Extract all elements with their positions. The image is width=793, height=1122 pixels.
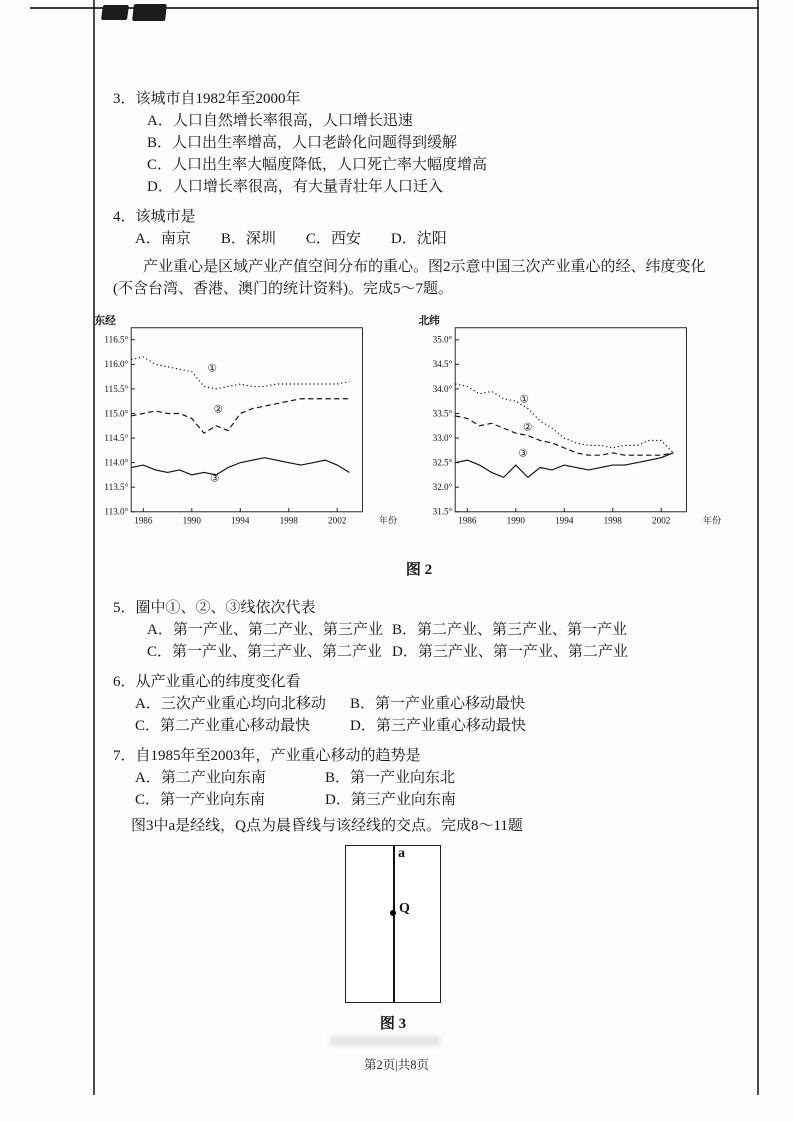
svg-text:114.5°: 114.5° xyxy=(104,432,129,443)
scan-artifact-blob xyxy=(101,5,129,20)
svg-text:34.5°: 34.5° xyxy=(432,359,453,370)
scan-artifact-left-line xyxy=(93,0,95,1095)
svg-text:31.5°: 31.5° xyxy=(432,506,453,517)
question-6-option-a: A．三次产业重心均向北移动 xyxy=(135,696,326,712)
question-7-option-d: D．第三产业向东南 xyxy=(325,792,456,808)
meridian-line xyxy=(393,846,395,1002)
question-7-option-c: C．第一产业向东南 xyxy=(135,792,266,808)
figure-3-frame xyxy=(345,845,441,1003)
exam-content xyxy=(94,88,725,1035)
svg-text:年份: 年份 xyxy=(378,515,398,526)
question-5-stem: 5．圈中①、②、③线依次代表 xyxy=(113,600,316,616)
question-4 xyxy=(113,206,725,250)
svg-text:115.0°: 115.0° xyxy=(104,408,129,419)
question-3-stem: 3．该城市自1982年至2000年 xyxy=(113,91,301,107)
svg-text:①: ① xyxy=(207,363,218,375)
svg-text:1986: 1986 xyxy=(458,515,477,526)
question-6-option-c: C．第二产业重心移动最快 xyxy=(135,718,311,734)
svg-text:2002: 2002 xyxy=(652,515,671,526)
svg-text:2002: 2002 xyxy=(328,515,347,526)
svg-text:③: ③ xyxy=(210,473,220,485)
question-6-options xyxy=(135,693,725,737)
question-6 xyxy=(113,671,725,737)
point-q-label: Q xyxy=(399,900,410,916)
question-3-option-a: A．人口自然增长率很高，人口增长迅速 xyxy=(147,113,413,129)
svg-text:1998: 1998 xyxy=(279,515,298,526)
scan-artifact-smudge xyxy=(330,1036,440,1046)
question-6-stem: 6．从产业重心的纬度变化看 xyxy=(113,674,301,690)
meridian-label: a xyxy=(398,846,405,861)
svg-text:1990: 1990 xyxy=(506,515,525,526)
question-4-stem: 4．该城市是 xyxy=(113,209,196,225)
scan-artifact-blob xyxy=(132,4,167,21)
question-5-option-d: D．第三产业、第一产业、第二产业 xyxy=(392,644,628,660)
question-3-option-c: C．人口出生率大幅度降低，人口死亡率大幅度增高 xyxy=(147,157,488,173)
svg-text:115.5°: 115.5° xyxy=(104,383,129,394)
question-5-option-c: C．第一产业、第三产业、第二产业 xyxy=(147,644,383,660)
svg-text:年份: 年份 xyxy=(702,515,722,526)
figure-2-caption: 图 2 xyxy=(405,562,433,578)
svg-text:1998: 1998 xyxy=(603,515,622,526)
question-6-option-b: B．第一产业重心移动最快 xyxy=(350,696,526,712)
svg-text:东经: 东经 xyxy=(94,315,116,327)
question-7-stem: 7．自1985年至2003年，产业重心移动的趋势是 xyxy=(113,748,421,764)
figure-3 xyxy=(113,845,725,1035)
question-4-option-a: A．南京 xyxy=(135,231,191,247)
svg-text:③: ③ xyxy=(518,448,528,460)
svg-text:113.0°: 113.0° xyxy=(104,506,129,517)
svg-text:1994: 1994 xyxy=(555,515,574,526)
question-4-option-b: B．深圳 xyxy=(220,231,276,247)
page-footer: 第2页|共8页 xyxy=(363,1058,429,1072)
question-7-options xyxy=(135,767,725,811)
question-3-option-b: B．人口出生率增高，人口老龄化问题得到缓解 xyxy=(147,135,458,151)
question-7-option-b: B．第一产业向东北 xyxy=(325,770,456,786)
question-4-options xyxy=(135,228,725,250)
svg-text:33.0°: 33.0° xyxy=(432,432,453,443)
intro-questions-5-7: 产业重心是区域产业产值空间分布的重心。图2示意中国三次产业重心的经、纬度变化(不含台湾、香港、澳门的统计资料)。完成5～7题。 xyxy=(113,259,706,297)
latitude-line-chart xyxy=(407,308,725,545)
question-3 xyxy=(113,88,725,198)
svg-text:32.5°: 32.5° xyxy=(432,457,453,468)
svg-text:116.5°: 116.5° xyxy=(104,334,129,345)
svg-text:1990: 1990 xyxy=(182,515,201,526)
svg-text:114.0°: 114.0° xyxy=(104,457,129,468)
question-4-option-d: D．沈阳 xyxy=(390,231,447,247)
scan-artifact-right-line xyxy=(757,0,759,1095)
question-7-option-a: A．第二产业向东南 xyxy=(135,770,266,786)
svg-text:113.5°: 113.5° xyxy=(104,482,129,493)
question-5 xyxy=(113,597,725,663)
svg-text:②: ② xyxy=(523,422,533,434)
question-4-option-c: C．西安 xyxy=(305,231,361,247)
svg-text:①: ① xyxy=(519,394,529,406)
svg-text:1986: 1986 xyxy=(134,515,153,526)
svg-text:33.5°: 33.5° xyxy=(432,408,453,419)
figure-3-caption: 图 3 xyxy=(379,1016,407,1032)
question-5-options xyxy=(147,619,725,663)
question-5-option-a: A．第一产业、第二产业、第三产业 xyxy=(147,622,383,638)
svg-text:116.0°: 116.0° xyxy=(104,359,129,370)
question-5-option-b: B．第二产业、第三产业、第一产业 xyxy=(392,622,628,638)
svg-text:32.0°: 32.0° xyxy=(432,482,453,493)
figure-2 xyxy=(83,308,725,545)
question-6-option-d: D．第三产业重心移动最快 xyxy=(350,718,526,734)
svg-text:北纬: 北纬 xyxy=(418,315,440,327)
intro-questions-8-11: 图3中a是经线，Q点为晨昏线与该经线的交点。完成8～11题 xyxy=(131,818,523,834)
point-q-dot xyxy=(390,910,396,916)
svg-text:1994: 1994 xyxy=(231,515,250,526)
svg-text:②: ② xyxy=(213,404,224,416)
question-7 xyxy=(113,745,725,811)
question-3-option-d: D．人口增长率很高，有大量青壮年人口迁入 xyxy=(147,179,443,195)
longitude-line-chart xyxy=(83,308,401,545)
svg-text:34.0°: 34.0° xyxy=(432,383,453,394)
svg-text:35.0°: 35.0° xyxy=(432,334,453,345)
